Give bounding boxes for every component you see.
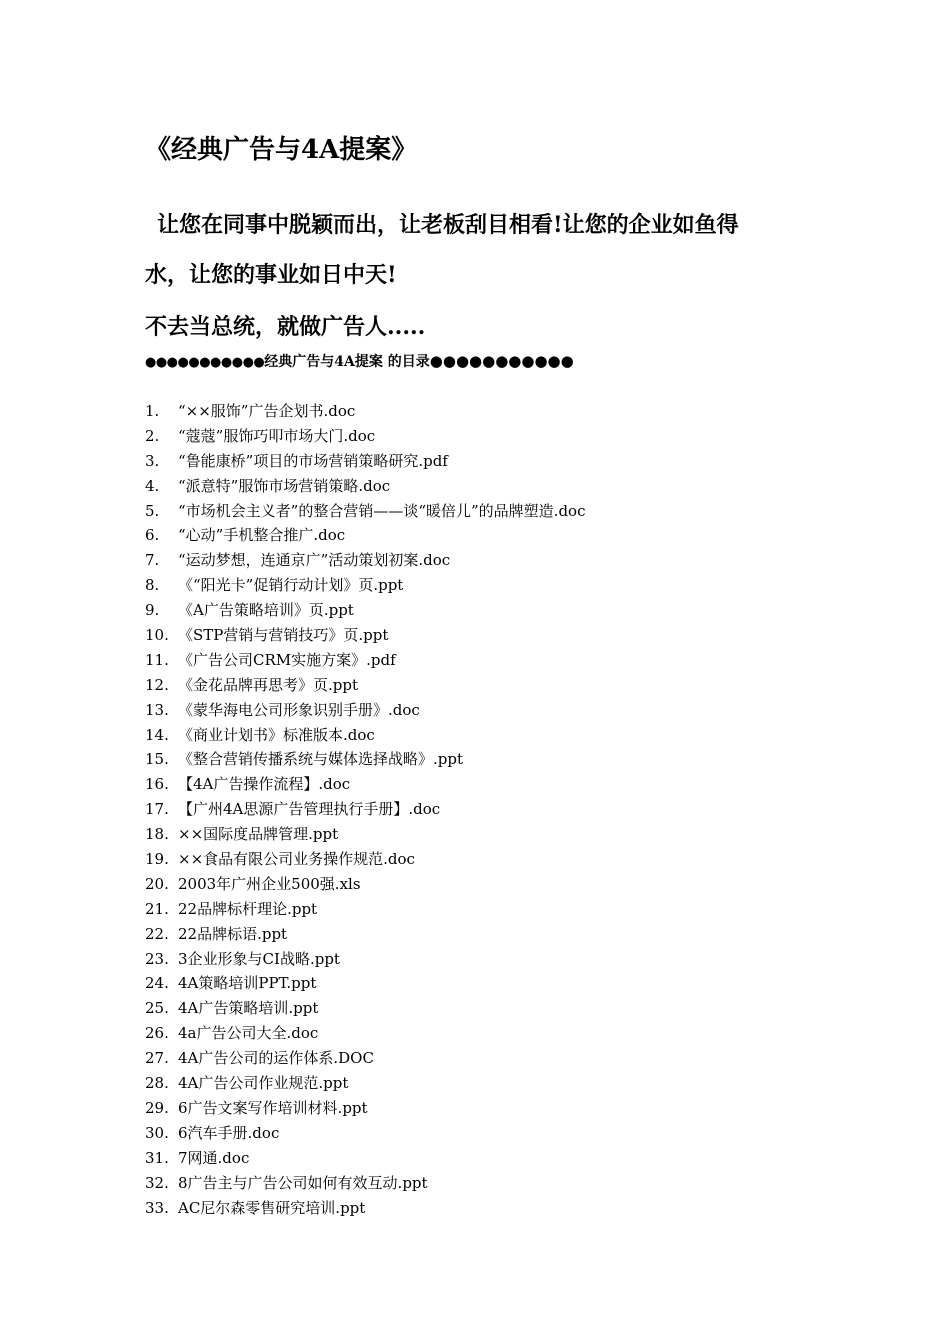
- toc-item-text: 8广告主与广告公司如何有效互动.ppt: [178, 1173, 428, 1192]
- toc-heading-right-dots: ●●●●●●●●●●●: [429, 352, 574, 370]
- toc-heading-text: 经典广告与4A提案 的目录: [264, 354, 430, 370]
- toc-heading: [145, 350, 574, 374]
- toc-item: [145, 673, 585, 698]
- toc-item-number: 13.: [145, 700, 169, 719]
- toc-item-text: 4A广告公司作业规范.ppt: [178, 1074, 349, 1093]
- toc-item-text: ××国际度品牌管理.ppt: [178, 825, 339, 844]
- toc-item-number: 11.: [145, 650, 169, 669]
- toc-item: [145, 424, 585, 449]
- toc-item-text: 4A广告公司的运作体系.DOC: [178, 1049, 374, 1068]
- toc-item-number: 29.: [145, 1098, 169, 1117]
- toc-item-text: 6广告文案写作培训材料.ppt: [178, 1098, 368, 1117]
- toc-item: [145, 1046, 585, 1071]
- toc-item-text: 【广州4A思源广告管理执行手册】.doc: [178, 800, 441, 819]
- toc-item: [145, 723, 585, 748]
- toc-item-text: 4A广告策略培训.ppt: [178, 999, 319, 1018]
- toc-item-number: 14.: [145, 725, 169, 744]
- toc-heading-left-dots: ●●●●●●●●●●●: [145, 355, 265, 370]
- toc-item-number: 24.: [145, 974, 169, 993]
- toc-item: [145, 996, 585, 1021]
- toc-item-number: 2.: [145, 426, 160, 445]
- toc-item-text: “运动梦想，连通京广”活动策划初案.doc: [178, 551, 451, 570]
- toc-item: [145, 897, 585, 922]
- toc-item-number: 18.: [145, 825, 169, 844]
- toc-item-text: 7网通.doc: [178, 1148, 250, 1167]
- toc-item: [145, 772, 585, 797]
- toc-item-text: “鲁能康桥”项目的市场营销策略研究.pdf: [178, 451, 448, 470]
- toc-item: [145, 1196, 585, 1221]
- toc-item-number: 15.: [145, 750, 169, 769]
- toc-item-number: 26.: [145, 1024, 169, 1043]
- toc-item: [145, 1096, 585, 1121]
- toc-item-number: 8.: [145, 576, 160, 595]
- toc-item: [145, 449, 585, 474]
- toc-item: [145, 1121, 585, 1146]
- toc-item-number: 7.: [145, 551, 160, 570]
- toc-item: [145, 648, 585, 673]
- toc-item: [145, 1146, 585, 1171]
- toc-item-text: 6汽车手册.doc: [178, 1123, 280, 1142]
- toc-item-number: 12.: [145, 675, 169, 694]
- toc-item: [145, 797, 585, 822]
- toc-item-number: 19.: [145, 850, 169, 869]
- toc-item-number: 16.: [145, 775, 169, 794]
- toc-item: [145, 474, 585, 499]
- toc-item-number: 30.: [145, 1123, 169, 1142]
- toc-item-number: 1.: [145, 402, 160, 420]
- slogan-line-1: 让您在同事中脱颖而出，让老板刮目相看!让您的企业如鱼得: [157, 212, 739, 238]
- toc-item-number: 21.: [145, 899, 169, 918]
- slogan-line-3: 不去当总统，就做广告人.....: [145, 314, 426, 340]
- toc-item-number: 20.: [145, 874, 169, 893]
- toc-item-number: 17.: [145, 800, 169, 819]
- toc-item-number: 31.: [145, 1148, 169, 1167]
- toc-item: [145, 623, 585, 648]
- toc-item-number: 4.: [145, 476, 160, 495]
- toc-item: [145, 598, 585, 623]
- toc-item-number: 32.: [145, 1173, 169, 1192]
- toc-item-text: “市场机会主义者”的整合营销——谈“暖倍儿”的品牌塑造.doc: [178, 501, 586, 520]
- toc-item-text: ××食品有限公司业务操作规范.doc: [178, 850, 415, 869]
- toc-item-text: “派意特”服饰市场营销策略.doc: [178, 476, 391, 495]
- toc-item-text: 【4A广告操作流程】.doc: [178, 775, 351, 794]
- toc-item-text: “蔻蔻”服饰巧叩市场大门.doc: [178, 426, 376, 445]
- toc-item-text: 《A广告策略培训》页.ppt: [178, 601, 354, 620]
- toc-item: [145, 872, 585, 897]
- toc-item-text: 4A策略培训PPT.ppt: [178, 974, 317, 993]
- toc-item: [145, 1021, 585, 1046]
- toc-item: [145, 1171, 585, 1196]
- toc-item-text: 22品牌标杆理论.ppt: [178, 899, 318, 918]
- toc-item-number: 23.: [145, 949, 169, 968]
- toc-item-number: 28.: [145, 1074, 169, 1093]
- toc-item: [145, 1071, 585, 1096]
- toc-item-number: 6.: [145, 526, 160, 545]
- slogan-line-2: 水，让您的事业如日中天!: [145, 262, 397, 288]
- toc-item-text: 22品牌标语.ppt: [178, 924, 288, 943]
- toc-item-text: 3企业形象与CI战略.ppt: [178, 949, 340, 968]
- toc-item-text: “××服饰”广告企划书.doc: [178, 402, 356, 420]
- toc-item: [145, 947, 585, 972]
- toc-item-number: 22.: [145, 924, 169, 943]
- toc-item-number: 9.: [145, 601, 160, 620]
- toc-item: [145, 499, 585, 524]
- toc-item-text: 《STP营销与营销技巧》页.ppt: [178, 626, 389, 645]
- toc-item-text: 《商业计划书》标准版本.doc: [178, 725, 375, 744]
- toc-item-number: 5.: [145, 501, 160, 520]
- toc-item-text: AC尼尔森零售研究培训.ppt: [178, 1198, 366, 1217]
- toc-item-number: 33.: [145, 1198, 169, 1217]
- toc-list: [145, 399, 585, 1220]
- toc-item: [145, 698, 585, 723]
- toc-item: [145, 747, 585, 772]
- toc-item-text: 《整合营销传播系统与媒体选择战略》.ppt: [178, 750, 464, 769]
- toc-item-text: 《金花品牌再思考》页.ppt: [178, 675, 359, 694]
- toc-item-text: 4a广告公司大全.doc: [178, 1024, 319, 1043]
- toc-item-text: 《“阳光卡”促销行动计划》页.ppt: [178, 576, 404, 595]
- toc-item-text: 《蒙华海电公司形象识别手册》.doc: [178, 700, 420, 719]
- toc-item-number: 10.: [145, 626, 169, 645]
- toc-item: [145, 822, 585, 847]
- toc-item-number: 3.: [145, 451, 160, 470]
- toc-item: [145, 971, 585, 996]
- toc-item-text: 《广告公司CRM实施方案》.pdf: [178, 650, 396, 669]
- toc-item-text: “心动”手机整合推广.doc: [178, 526, 346, 545]
- toc-item: [145, 399, 585, 424]
- toc-item: [145, 523, 585, 548]
- toc-item: [145, 847, 585, 872]
- toc-item: [145, 922, 585, 947]
- toc-item-number: 27.: [145, 1049, 169, 1068]
- toc-item-number: 25.: [145, 999, 169, 1018]
- toc-item: [145, 573, 585, 598]
- toc-item: [145, 548, 585, 573]
- document-title: 《经典广告与4A提案》: [145, 135, 418, 165]
- toc-item-text: 2003年广州企业500强.xls: [178, 874, 361, 893]
